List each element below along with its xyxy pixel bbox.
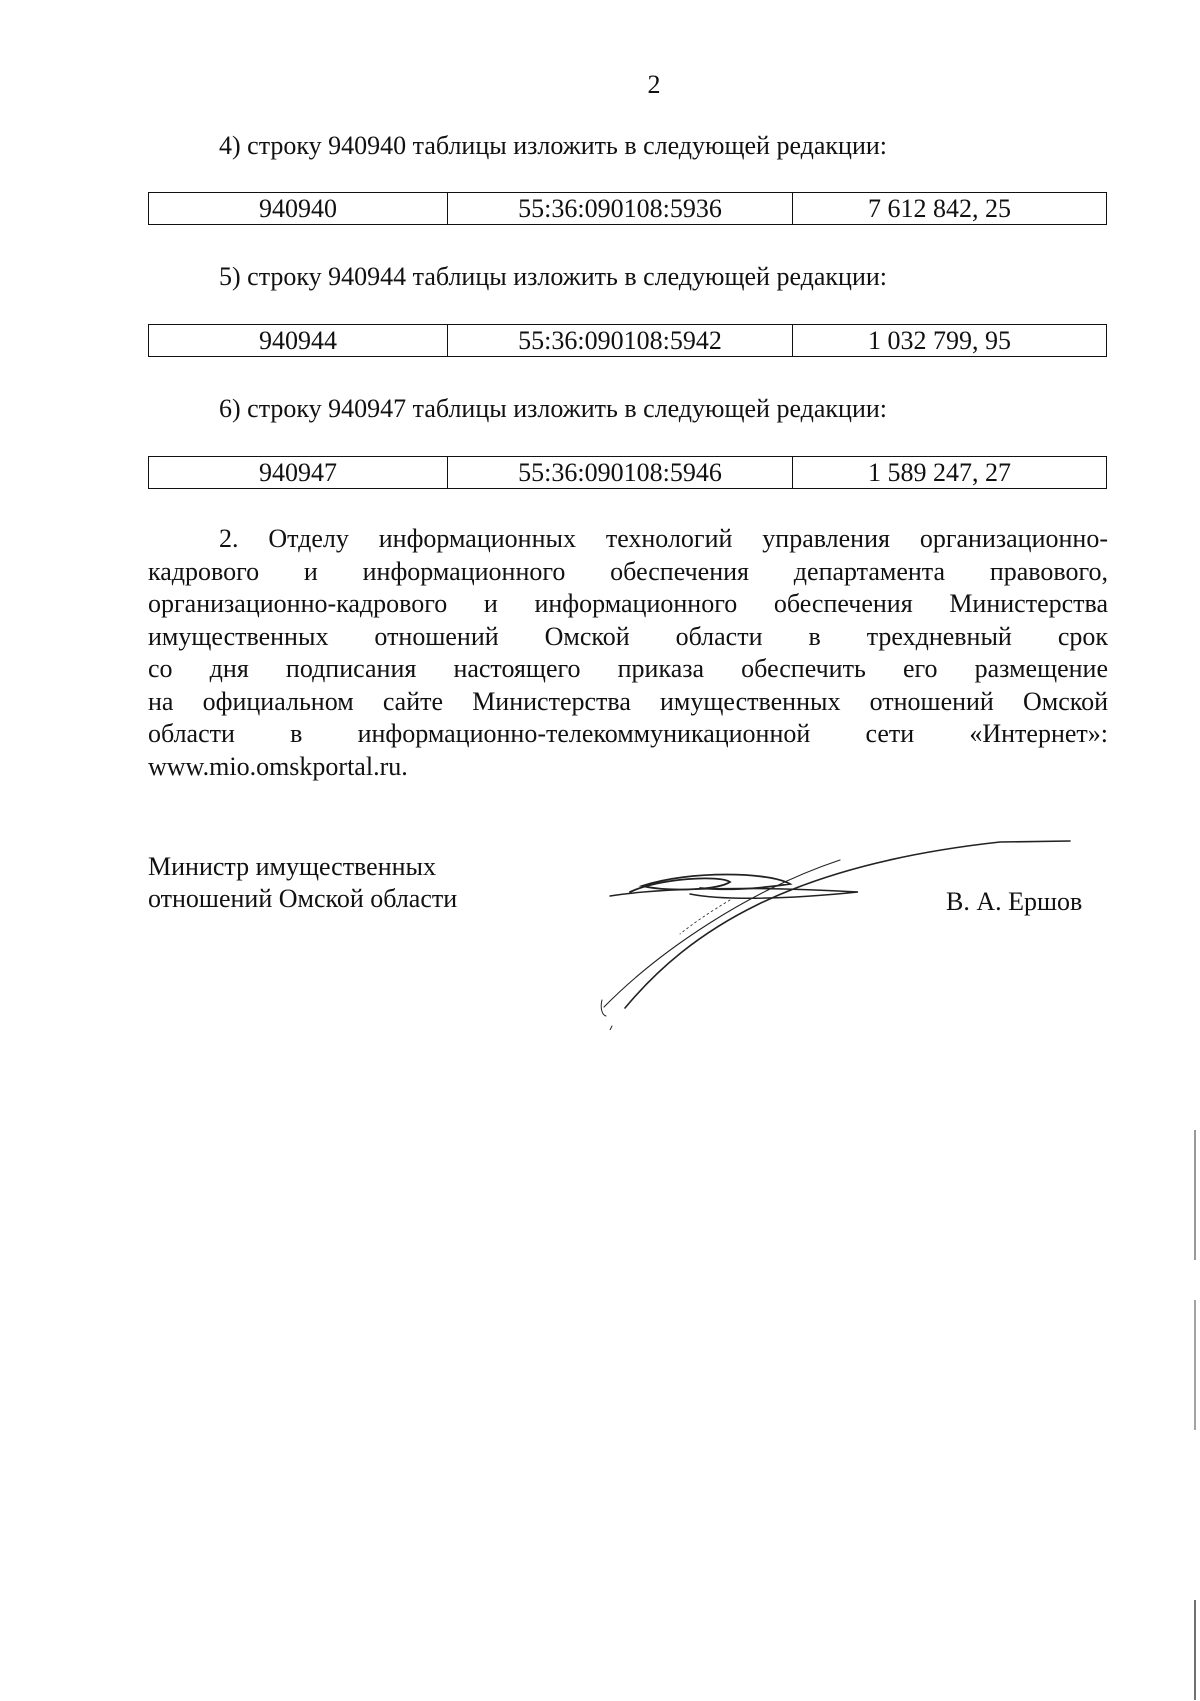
- paragraph-line-website: www.mio.omskportal.ru.: [148, 751, 408, 781]
- table-row: [149, 193, 1107, 225]
- amendment-table: [148, 324, 1107, 357]
- table-cell-row-number: [149, 325, 448, 357]
- paragraph-line: 2. Отделу информационных технологий управления организационно-: [219, 524, 1108, 553]
- table-cell-value: [793, 457, 1107, 489]
- paragraph-line: имущественных отношений Омской области в трехдневный срок: [148, 621, 1108, 651]
- signatory-title: [148, 851, 457, 915]
- cell-text: 55:36:090108:5946: [518, 458, 722, 487]
- signatory-title-line: отношений Омской области: [148, 884, 458, 913]
- cell-text: 55:36:090108:5936: [518, 194, 722, 223]
- cell-text: 7 612 842, 25: [868, 194, 1011, 223]
- cell-text: 1 032 799, 95: [868, 326, 1011, 355]
- paragraph-line: со дня подписания настоящего приказа обеспечить его размещение: [148, 654, 1108, 683]
- signatory-title-line: Министр имущественных: [148, 852, 437, 881]
- cell-text: 940940: [259, 194, 337, 223]
- amendment-instruction: 6) строку 940947 таблицы изложить в следующей редакции:: [219, 394, 888, 423]
- table-cell-cadastral-number: [448, 193, 793, 225]
- amendment-instruction: 4) строку 940940 таблицы изложить в следующей редакции:: [219, 131, 888, 160]
- amendment-table: [148, 456, 1107, 489]
- table-cell-row-number: [149, 457, 448, 489]
- table-cell-value: [793, 193, 1107, 225]
- scan-edge-mark: [1194, 1300, 1196, 1430]
- scan-edge-mark: [1194, 1130, 1196, 1260]
- paragraph-line: организационно-кадрового и информационного обеспечения Министерства: [148, 589, 1108, 618]
- cell-text: 55:36:090108:5942: [518, 326, 722, 355]
- table-row: [149, 457, 1107, 489]
- cell-text: 940944: [259, 326, 337, 355]
- amendment-table: [148, 192, 1107, 225]
- paragraph-line: кадрового и информационного обеспечения департамента правового,: [148, 556, 1108, 586]
- paragraph-line: на официальном сайте Министерства имущественных отношений Омской: [148, 686, 1108, 716]
- amendment-instruction: 5) строку 940944 таблицы изложить в следующей редакции:: [219, 262, 888, 291]
- cell-text: 1 589 247, 27: [868, 458, 1011, 487]
- page-number: 2: [647, 70, 661, 99]
- handwritten-signature: [600, 830, 1100, 1030]
- scan-edge-mark: [1194, 1600, 1196, 1700]
- table-cell-cadastral-number: [448, 325, 793, 357]
- table-cell-value: [793, 325, 1107, 357]
- table-row: [149, 325, 1107, 357]
- table-cell-cadastral-number: [448, 457, 793, 489]
- cell-text: 940947: [259, 458, 337, 487]
- paragraph-it-department-order: [148, 523, 1108, 783]
- paragraph-line: области в информационно-телекоммуникационной сети «Интернет»:: [148, 719, 1108, 748]
- signatory-name: В. А. Ершов: [946, 887, 1083, 916]
- table-cell-row-number: [149, 193, 448, 225]
